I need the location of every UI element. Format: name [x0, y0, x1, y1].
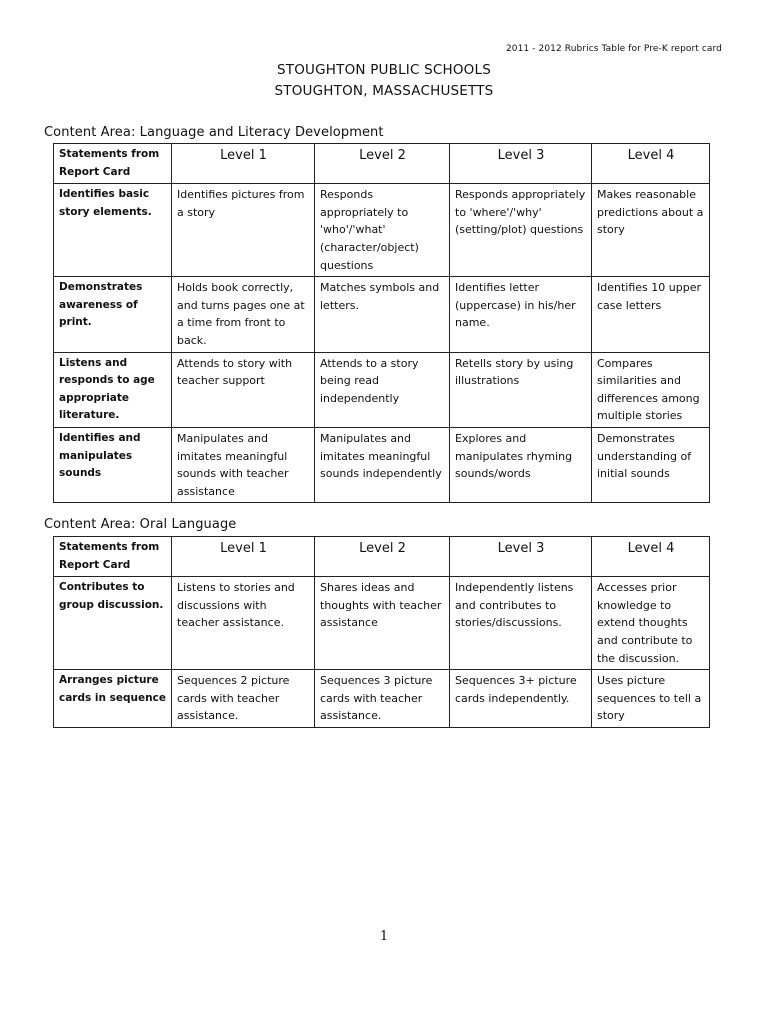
column-header-level-3: Level 3 [450, 537, 592, 577]
table-row [54, 184, 710, 277]
level-4-cell: Accesses prior knowledge to extend thoughts and contribute to the discussion. [592, 577, 710, 670]
level-1-cell: Attends to story with teacher support [172, 352, 315, 427]
table-row [54, 577, 710, 670]
level-4-cell: Uses picture sequences to tell a story [592, 670, 710, 728]
level-3-cell: Sequences 3+ picture cards independently. [450, 670, 592, 728]
level-1-cell: Sequences 2 picture cards with teacher assistance. [172, 670, 315, 728]
level-2-cell: Responds appropriately to 'who'/'what' (character/object) questions [315, 184, 450, 277]
rubric-table-oral-language [53, 536, 710, 728]
level-2-cell: Attends to a story being read independently [315, 352, 450, 427]
statement-cell: Identifies and manipulates sounds [54, 427, 172, 502]
statement-cell: Demonstrates awareness of print. [54, 277, 172, 352]
column-header-statements: Statements from Report Card [54, 144, 172, 184]
statement-cell: Contributes to group discussion. [54, 577, 172, 670]
table-header-row [54, 537, 710, 577]
level-3-cell: Explores and manipulates rhyming sounds/words [450, 427, 592, 502]
column-header-level-1: Level 1 [172, 144, 315, 184]
level-1-cell: Listens to stories and discussions with teacher assistance. [172, 577, 315, 670]
section-title-oral-language: Content Area: Oral Language [44, 517, 237, 532]
table-header-row [54, 144, 710, 184]
level-3-cell: Identifies letter (uppercase) in his/her name. [450, 277, 592, 352]
column-header-level-2: Level 2 [315, 144, 450, 184]
level-2-cell: Sequences 3 picture cards with teacher assistance. [315, 670, 450, 728]
level-1-cell: Identifies pictures from a story [172, 184, 315, 277]
page-number: 1 [379, 929, 389, 944]
level-3-cell: Retells story by using illustrations [450, 352, 592, 427]
section-title-language-literacy: Content Area: Language and Literacy Development [44, 125, 384, 140]
level-4-cell: Demonstrates understanding of initial sounds [592, 427, 710, 502]
level-1-cell: Holds book correctly, and turns pages one at a time from front to back. [172, 277, 315, 352]
level-2-cell: Shares ideas and thoughts with teacher assistance [315, 577, 450, 670]
level-1-cell: Manipulates and imitates meaningful sounds with teacher assistance [172, 427, 315, 502]
level-4-cell: Identifies 10 upper case letters [592, 277, 710, 352]
column-header-level-4: Level 4 [592, 537, 710, 577]
level-4-cell: Compares similarities and differences among multiple stories [592, 352, 710, 427]
level-3-cell: Independently listens and contributes to stories/discussions. [450, 577, 592, 670]
rubric-table-language-literacy [53, 143, 710, 503]
column-header-level-1: Level 1 [172, 537, 315, 577]
column-header-statements: Statements from Report Card [54, 537, 172, 577]
table-row [54, 352, 710, 427]
level-2-cell: Manipulates and imitates meaningful sounds independently [315, 427, 450, 502]
table-row [54, 277, 710, 352]
school-name: STOUGHTON PUBLIC SCHOOLS [277, 62, 491, 78]
document-header-note: 2011 - 2012 Rubrics Table for Pre-K report card [505, 44, 722, 54]
level-3-cell: Responds appropriately to 'where'/'why' (setting/plot) questions [450, 184, 592, 277]
column-header-level-4: Level 4 [592, 144, 710, 184]
column-header-level-2: Level 2 [315, 537, 450, 577]
statement-cell: Arranges picture cards in sequence [54, 670, 172, 728]
column-header-level-3: Level 3 [450, 144, 592, 184]
statement-cell: Identifies basic story elements. [54, 184, 172, 277]
level-2-cell: Matches symbols and letters. [315, 277, 450, 352]
school-location: STOUGHTON, MASSACHUSETTS [274, 83, 494, 99]
level-4-cell: Makes reasonable predictions about a story [592, 184, 710, 277]
statement-cell: Listens and responds to age appropriate literature. [54, 352, 172, 427]
table-row [54, 427, 710, 502]
table-row [54, 670, 710, 728]
